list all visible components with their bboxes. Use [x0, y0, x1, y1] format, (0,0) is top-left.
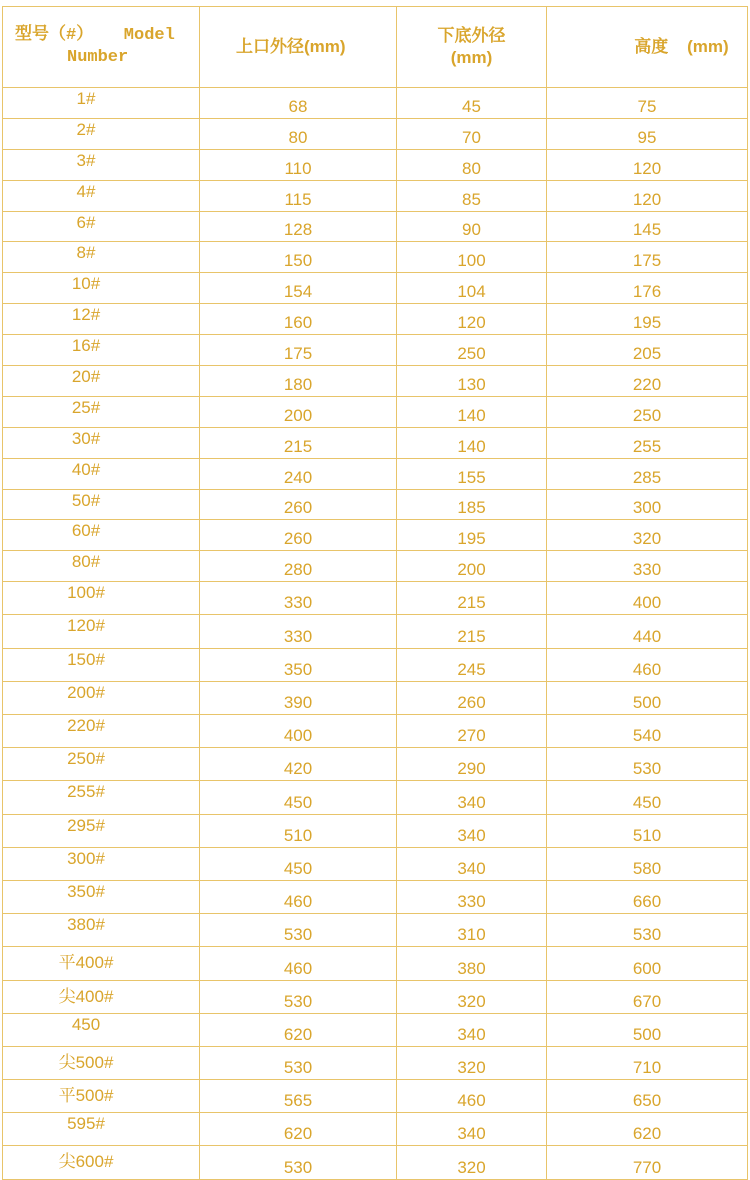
table-row [3, 947, 748, 980]
cell-bottom-diameter: 290 [397, 748, 547, 781]
cell-height: 205 [547, 335, 748, 366]
cell-height: 220 [547, 366, 748, 397]
cell-top-diameter: 154 [200, 273, 397, 304]
cell-model: 6# [3, 211, 200, 242]
cell-top-diameter: 330 [200, 615, 397, 648]
table-row [3, 1046, 748, 1079]
table-row [3, 242, 748, 273]
cell-height: 500 [547, 1013, 748, 1046]
table-row [3, 1080, 748, 1113]
cell-top-diameter: 280 [200, 551, 397, 582]
table-row [3, 520, 748, 551]
cell-bottom-diameter: 340 [397, 781, 547, 814]
cell-bottom-diameter: 45 [397, 88, 547, 119]
cell-bottom-diameter: 185 [397, 489, 547, 520]
cell-model: 120# [3, 615, 200, 648]
cell-model: 尖500# [3, 1046, 200, 1079]
table-row [3, 273, 748, 304]
table-row [3, 88, 748, 119]
cell-model: 295# [3, 814, 200, 847]
table-row [3, 489, 748, 520]
cell-height: 330 [547, 551, 748, 582]
cell-height: 120 [547, 149, 748, 180]
cell-bottom-diameter: 320 [397, 980, 547, 1013]
cell-model: 8# [3, 242, 200, 273]
cell-model: 250# [3, 748, 200, 781]
cell-top-diameter: 620 [200, 1013, 397, 1046]
cell-height: 460 [547, 648, 748, 681]
cell-top-diameter: 160 [200, 304, 397, 335]
cell-bottom-diameter: 380 [397, 947, 547, 980]
header-model [3, 7, 200, 88]
table-row [3, 304, 748, 335]
cell-bottom-diameter: 195 [397, 520, 547, 551]
cell-model: 60# [3, 520, 200, 551]
table-row [3, 648, 748, 681]
cell-bottom-diameter: 104 [397, 273, 547, 304]
header-model-line1: 型号（#） Model [15, 26, 175, 45]
header-bottom-diameter-line2: (mm) [450, 48, 493, 67]
cell-model: 4# [3, 180, 200, 211]
cell-height: 600 [547, 947, 748, 980]
cell-bottom-diameter: 340 [397, 814, 547, 847]
cell-bottom-diameter: 215 [397, 615, 547, 648]
cell-height: 175 [547, 242, 748, 273]
table-row [3, 847, 748, 880]
cell-top-diameter: 200 [200, 396, 397, 427]
cell-height: 255 [547, 427, 748, 458]
header-top-diameter [200, 7, 397, 88]
cell-top-diameter: 460 [200, 947, 397, 980]
cell-model: 1# [3, 88, 200, 119]
cell-model: 80# [3, 551, 200, 582]
cell-bottom-diameter: 460 [397, 1080, 547, 1113]
cell-top-diameter: 530 [200, 1146, 397, 1179]
table-row [3, 1113, 748, 1146]
cell-model: 100# [3, 582, 200, 615]
table-row [3, 366, 748, 397]
cell-top-diameter: 510 [200, 814, 397, 847]
cell-height: 75 [547, 88, 748, 119]
cell-model: 150# [3, 648, 200, 681]
cell-model: 尖400# [3, 980, 200, 1013]
cell-model: 220# [3, 715, 200, 748]
cell-height: 300 [547, 489, 748, 520]
cell-model: 平400# [3, 947, 200, 980]
cell-top-diameter: 530 [200, 1046, 397, 1079]
cell-height: 580 [547, 847, 748, 880]
cell-height: 530 [547, 748, 748, 781]
cell-height: 770 [547, 1146, 748, 1179]
cell-model: 3# [3, 149, 200, 180]
cell-model: 10# [3, 273, 200, 304]
cell-top-diameter: 150 [200, 242, 397, 273]
cell-bottom-diameter: 270 [397, 715, 547, 748]
cell-model: 25# [3, 396, 200, 427]
spec-table-container [2, 6, 747, 1180]
table-row [3, 880, 748, 913]
table-row [3, 748, 748, 781]
cell-bottom-diameter: 310 [397, 914, 547, 947]
cell-model: 20# [3, 366, 200, 397]
header-model-line2: Number [67, 48, 129, 67]
cell-height: 285 [547, 458, 748, 489]
header-height [547, 7, 748, 88]
cell-bottom-diameter: 215 [397, 582, 547, 615]
table-row [3, 335, 748, 366]
cell-bottom-diameter: 80 [397, 149, 547, 180]
cell-height: 195 [547, 304, 748, 335]
table-row [3, 118, 748, 149]
cell-model: 12# [3, 304, 200, 335]
table-row [3, 211, 748, 242]
cell-top-diameter: 330 [200, 582, 397, 615]
cell-top-diameter: 68 [200, 88, 397, 119]
table-row [3, 1013, 748, 1046]
cell-height: 320 [547, 520, 748, 551]
cell-top-diameter: 420 [200, 748, 397, 781]
cell-top-diameter: 215 [200, 427, 397, 458]
cell-bottom-diameter: 340 [397, 1113, 547, 1146]
spec-table [2, 6, 748, 1180]
cell-top-diameter: 400 [200, 715, 397, 748]
header-bottom-diameter [397, 7, 547, 88]
cell-model: 200# [3, 681, 200, 714]
cell-top-diameter: 240 [200, 458, 397, 489]
cell-height: 176 [547, 273, 748, 304]
header-height-text: 高度 (mm) [634, 37, 729, 56]
cell-top-diameter: 80 [200, 118, 397, 149]
cell-top-diameter: 180 [200, 366, 397, 397]
cell-bottom-diameter: 140 [397, 396, 547, 427]
header-bottom-diameter-line1: 下底外径 [437, 26, 506, 45]
cell-model: 16# [3, 335, 200, 366]
cell-bottom-diameter: 245 [397, 648, 547, 681]
cell-top-diameter: 565 [200, 1080, 397, 1113]
table-row [3, 781, 748, 814]
cell-bottom-diameter: 330 [397, 880, 547, 913]
cell-height: 620 [547, 1113, 748, 1146]
cell-height: 530 [547, 914, 748, 947]
cell-height: 670 [547, 980, 748, 1013]
cell-top-diameter: 390 [200, 681, 397, 714]
cell-height: 710 [547, 1046, 748, 1079]
cell-top-diameter: 450 [200, 781, 397, 814]
cell-top-diameter: 450 [200, 847, 397, 880]
header-top-diameter-text: 上口外径(mm) [236, 37, 346, 56]
cell-top-diameter: 460 [200, 880, 397, 913]
cell-height: 95 [547, 118, 748, 149]
table-row [3, 615, 748, 648]
cell-top-diameter: 115 [200, 180, 397, 211]
cell-height: 145 [547, 211, 748, 242]
cell-top-diameter: 530 [200, 980, 397, 1013]
cell-bottom-diameter: 340 [397, 847, 547, 880]
cell-bottom-diameter: 100 [397, 242, 547, 273]
table-row [3, 814, 748, 847]
cell-height: 120 [547, 180, 748, 211]
cell-top-diameter: 175 [200, 335, 397, 366]
cell-model: 50# [3, 489, 200, 520]
table-row [3, 914, 748, 947]
cell-model: 300# [3, 847, 200, 880]
cell-model: 350# [3, 880, 200, 913]
cell-bottom-diameter: 250 [397, 335, 547, 366]
cell-height: 540 [547, 715, 748, 748]
cell-height: 440 [547, 615, 748, 648]
cell-height: 660 [547, 880, 748, 913]
cell-height: 400 [547, 582, 748, 615]
cell-model: 30# [3, 427, 200, 458]
cell-height: 250 [547, 396, 748, 427]
cell-model: 2# [3, 118, 200, 149]
table-row [3, 427, 748, 458]
cell-height: 510 [547, 814, 748, 847]
table-row [3, 180, 748, 211]
cell-bottom-diameter: 90 [397, 211, 547, 242]
table-body [3, 88, 748, 1180]
cell-bottom-diameter: 320 [397, 1146, 547, 1179]
table-row [3, 715, 748, 748]
table-row [3, 396, 748, 427]
cell-bottom-diameter: 85 [397, 180, 547, 211]
cell-bottom-diameter: 130 [397, 366, 547, 397]
cell-bottom-diameter: 70 [397, 118, 547, 149]
table-row [3, 551, 748, 582]
table-row [3, 458, 748, 489]
table-row [3, 1146, 748, 1179]
cell-top-diameter: 350 [200, 648, 397, 681]
cell-top-diameter: 260 [200, 489, 397, 520]
cell-top-diameter: 530 [200, 914, 397, 947]
cell-bottom-diameter: 320 [397, 1046, 547, 1079]
cell-bottom-diameter: 200 [397, 551, 547, 582]
table-row [3, 149, 748, 180]
cell-model: 平500# [3, 1080, 200, 1113]
table-row [3, 582, 748, 615]
cell-model: 450 [3, 1013, 200, 1046]
cell-bottom-diameter: 120 [397, 304, 547, 335]
cell-height: 450 [547, 781, 748, 814]
table-row [3, 980, 748, 1013]
cell-top-diameter: 260 [200, 520, 397, 551]
cell-bottom-diameter: 260 [397, 681, 547, 714]
cell-top-diameter: 128 [200, 211, 397, 242]
cell-bottom-diameter: 140 [397, 427, 547, 458]
cell-model: 尖600# [3, 1146, 200, 1179]
cell-top-diameter: 110 [200, 149, 397, 180]
cell-height: 500 [547, 681, 748, 714]
cell-top-diameter: 620 [200, 1113, 397, 1146]
cell-model: 380# [3, 914, 200, 947]
header-row [3, 7, 748, 88]
cell-bottom-diameter: 340 [397, 1013, 547, 1046]
cell-model: 595# [3, 1113, 200, 1146]
table-row [3, 681, 748, 714]
cell-model: 40# [3, 458, 200, 489]
cell-bottom-diameter: 155 [397, 458, 547, 489]
cell-height: 650 [547, 1080, 748, 1113]
cell-model: 255# [3, 781, 200, 814]
